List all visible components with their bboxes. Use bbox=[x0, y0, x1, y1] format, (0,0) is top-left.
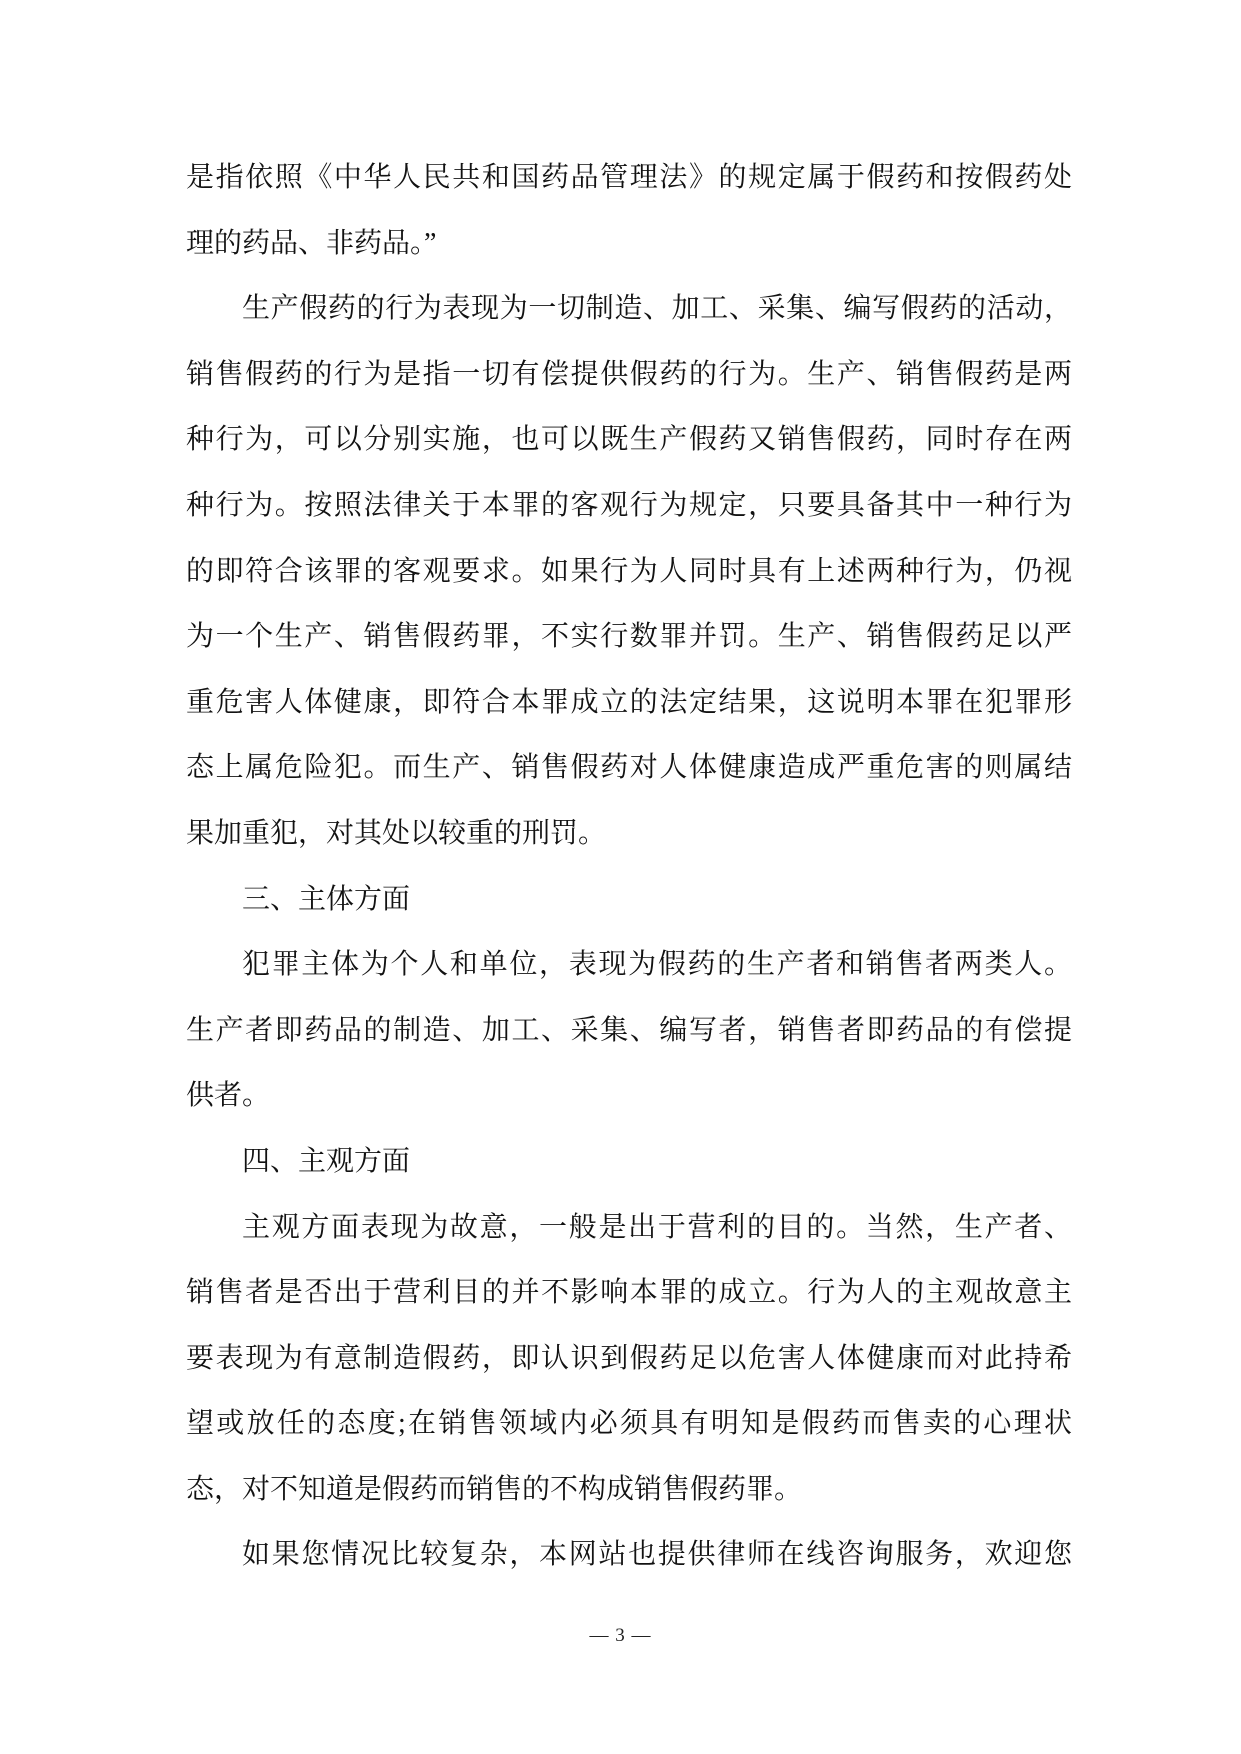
text-line: 理的药品、非药品。” bbox=[186, 227, 437, 259]
text-line: 是指依照《中华人民共和国药品管理法》的规定属于假药和按假药处 bbox=[186, 162, 1072, 193]
text-line: 重危害人体健康，即符合本罪成立的法定结果，这说明本罪在犯罪形 bbox=[186, 686, 1072, 718]
text-line: 销售假药的行为是指一切有偿提供假药的行为。生产、销售假药是两 bbox=[186, 358, 1072, 390]
document-body bbox=[186, 145, 1072, 1588]
text-line: 的即符合该罪的客观要求。如果行为人同时具有上述两种行为，仍视 bbox=[186, 555, 1072, 587]
text-line: 为一个生产、销售假药罪，不实行数罪并罚。生产、销售假药足以严 bbox=[186, 621, 1072, 653]
text-line: 三、主体方面 bbox=[242, 883, 411, 915]
text-line: 四、主观方面 bbox=[242, 1145, 411, 1177]
text-line: 果加重犯，对其处以较重的刑罚。 bbox=[186, 817, 607, 849]
text-line: 态，对不知道是假药而销售的不构成销售假药罪。 bbox=[186, 1473, 803, 1505]
text-line: 生产假药的行为表现为一切制造、加工、采集、编写假药的活动， bbox=[242, 293, 1072, 325]
text-line: 犯罪主体为个人和单位，表现为假药的生产者和销售者两类人。 bbox=[242, 949, 1072, 981]
text-line: 望或放任的态度;在销售领域内必须具有明知是假药而售卖的心理状 bbox=[186, 1408, 1072, 1440]
text-line: 如果您情况比较复杂，本网站也提供律师在线咨询服务，欢迎您 bbox=[242, 1539, 1072, 1571]
text-line: 销售者是否出于营利目的并不影响本罪的成立。行为人的主观故意主 bbox=[186, 1277, 1072, 1309]
text-line: 种行为。按照法律关于本罪的客观行为规定，只要具备其中一种行为 bbox=[186, 489, 1072, 521]
text-line: 供者。 bbox=[186, 1080, 271, 1112]
text-line: 态上属危险犯。而生产、销售假药对人体健康造成严重危害的则属结 bbox=[186, 752, 1072, 784]
page-number: — 3 — bbox=[589, 1625, 652, 1646]
text-line: 种行为，可以分别实施，也可以既生产假药又销售假药，同时存在两 bbox=[186, 424, 1072, 456]
text-line: 主观方面表现为故意，一般是出于营利的目的。当然，生产者、 bbox=[242, 1211, 1072, 1243]
text-line: 要表现为有意制造假药，即认识到假药足以危害人体健康而对此持希 bbox=[186, 1342, 1072, 1374]
text-line: 生产者即药品的制造、加工、采集、编写者，销售者即药品的有偿提 bbox=[186, 1014, 1072, 1046]
